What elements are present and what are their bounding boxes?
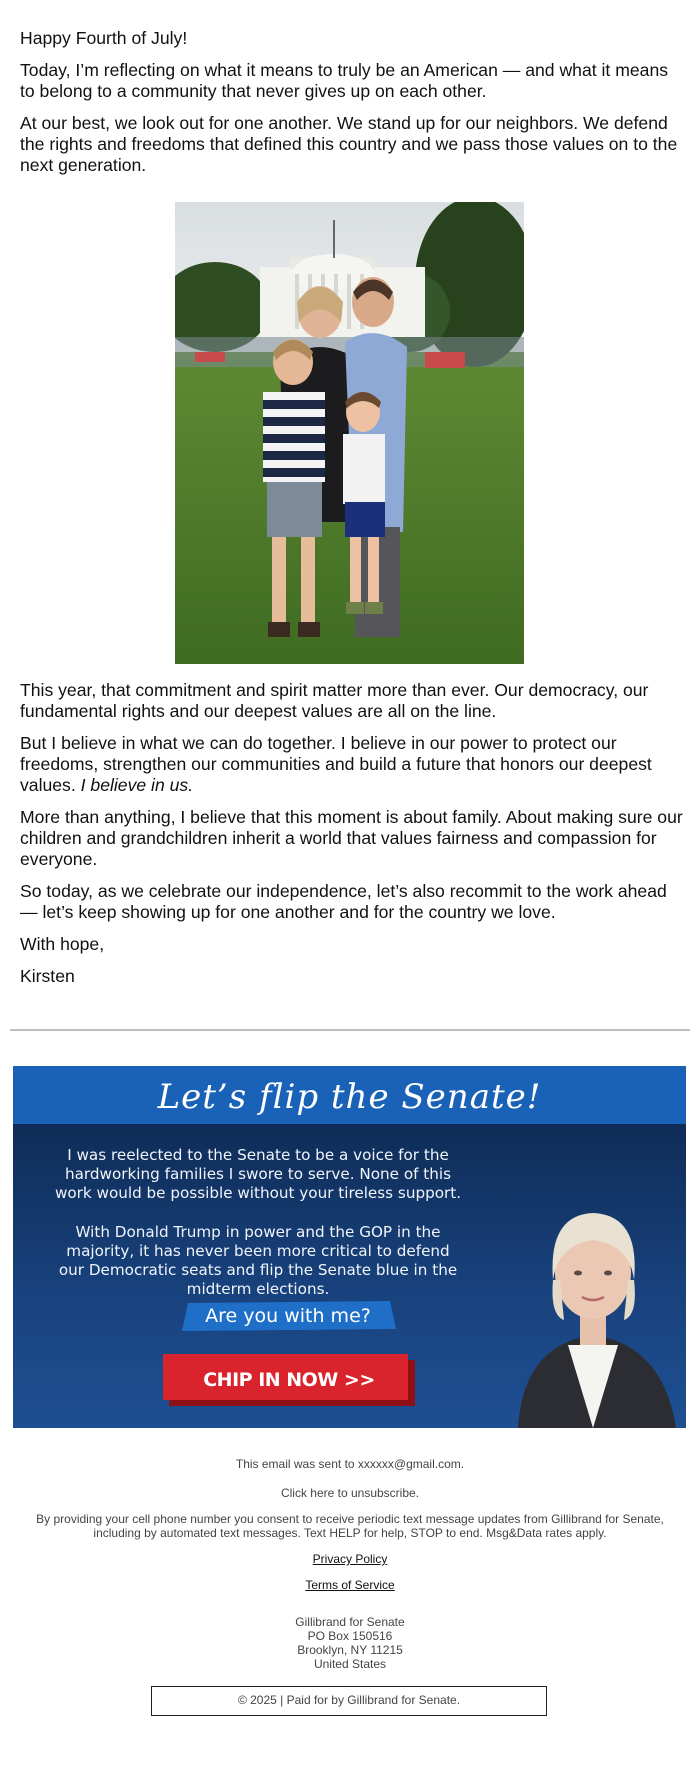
letter-body-bottom <box>20 680 685 998</box>
letter-body-top <box>20 28 680 187</box>
org-country: United States <box>313 1657 387 1671</box>
sent-to-line <box>0 1457 700 1471</box>
org-po-box: PO Box 150516 <box>307 1629 393 1643</box>
paragraph-2: At our best, we look out for one another. We stand up for our neighbors. We defend the rights and freedoms that defined this country and we pass those values on to the next generation. <box>20 113 678 175</box>
sms-consent-line-1: By providing your cell phone number you consent to receive periodic text message updates from Gillibrand for Senate, <box>36 1512 664 1526</box>
org-city: Brooklyn, NY 11215 <box>297 1643 403 1657</box>
sms-consent-line-2: including by automated text messages. Text HELP for help, STOP to end. Msg&Data rates apply. <box>93 1526 607 1540</box>
question-label: Are you with me? <box>205 1305 371 1327</box>
sent-to-prefix: This email was sent to <box>235 1457 358 1471</box>
org-name: Gillibrand for Senate <box>295 1615 405 1629</box>
chip-in-now-button[interactable]: CHIP IN NOW >> <box>203 1369 375 1391</box>
paragraph-5: More than anything, I believe that this moment is about family. About making sure our children and grandchildren inherit a world that values fairness and compassion for everyone. <box>20 807 683 869</box>
family-photo-illustration <box>175 202 524 664</box>
paragraph-3: This year, that commitment and spirit matter more than ever. Our democracy, our fundamental rights and our deepest values are all on the line. <box>20 680 649 721</box>
banner-text-2: With Donald Trump in power and the GOP in the majority, it has never been more critical to defend our Democratic seats and flip the Senate blue in the midterm elections. <box>58 1223 458 1298</box>
sent-to-suffix: . <box>460 1457 465 1471</box>
unsubscribe-link[interactable]: Click here to unsubscribe. <box>280 1486 420 1500</box>
paid-for-by-box: © 2025 | Paid for by Gillibrand for Senate. <box>151 1686 547 1716</box>
banner-title: Let’s flip the Senate! <box>157 1077 542 1117</box>
sent-to-email: xxxxxx@gmail.com <box>357 1457 461 1471</box>
greeting: Happy Fourth of July! <box>20 28 188 48</box>
privacy-policy-link[interactable]: Privacy Policy <box>312 1552 388 1566</box>
paragraph-4-italic: I believe in us. <box>80 775 194 795</box>
closing: With hope, <box>20 934 105 954</box>
paragraph-6: So today, as we celebrate our independence, let’s also recommit to the work ahead — let’s keep showing up for one another and for the country we love. <box>20 881 667 922</box>
paragraph-4-main: But I believe in what we can do together. I believe in our power to protect our freedoms, strengthen our communities and build a future that honors our deepest values. <box>20 733 652 795</box>
banner-text-1: I was reelected to the Senate to be a voice for the hardworking families I swore to serve. None of this work would be possible without your tireless support. <box>54 1146 462 1202</box>
paragraph-4 <box>20 733 685 796</box>
family-photo <box>175 202 524 664</box>
signature: Kirsten <box>20 966 75 986</box>
terms-of-service-link[interactable]: Terms of Service <box>305 1578 395 1592</box>
donation-banner[interactable] <box>13 1066 686 1428</box>
senator-portrait <box>498 1185 686 1428</box>
divider <box>10 1029 690 1031</box>
paragraph-1: Today, I’m reflecting on what it means to truly be an American — and what it means to belong to a community that never gives up on each other. <box>20 60 669 101</box>
